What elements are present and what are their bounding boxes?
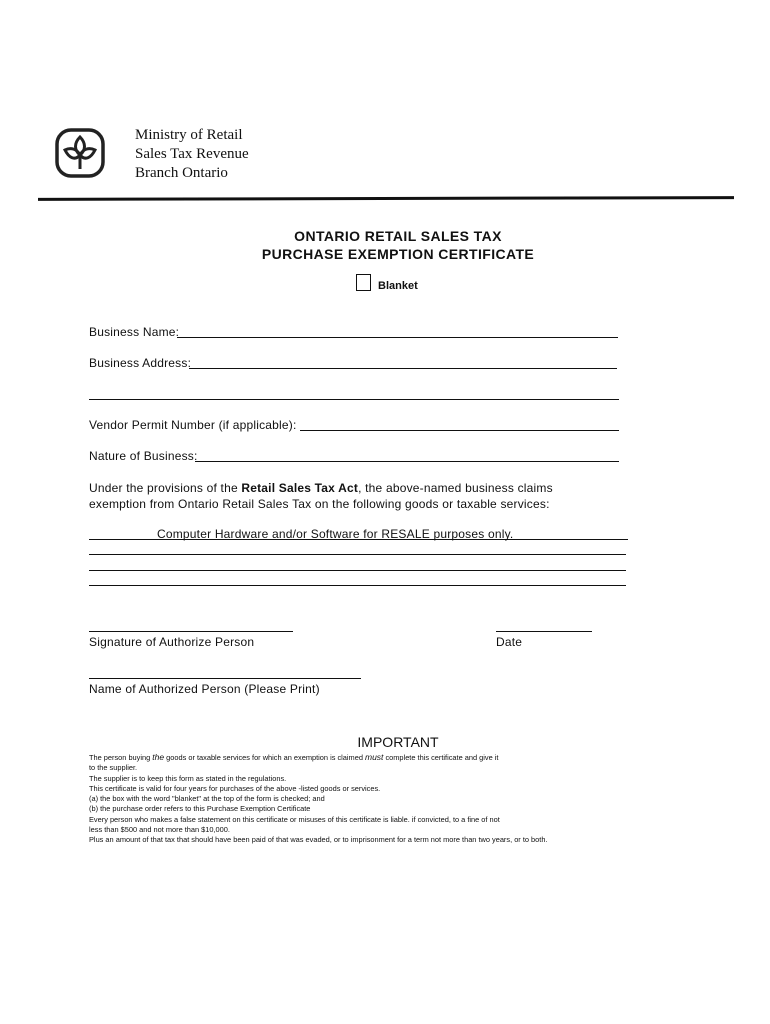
important-line-1-part-b: goods or taxable services for which an exemption is claimed: [164, 753, 365, 762]
business-address-field[interactable]: [189, 368, 617, 369]
provisions-text-after: , the above-named business claims: [358, 481, 553, 495]
business-address-line-2-field[interactable]: [89, 399, 619, 400]
printed-name-label: Name of Authorized Person (Please Print): [89, 682, 320, 696]
goods-value[interactable]: Computer Hardware and/or Software for RESALE purposes only.: [157, 527, 514, 541]
important-line-1-part-c: complete this certificate and give it: [383, 753, 499, 762]
important-line: less than $500 and not more than $10,000.: [89, 825, 230, 835]
ministry-line-2: Sales Tax Revenue: [135, 146, 249, 162]
trillium-logo-icon: [55, 128, 105, 178]
provisions-line-2: exemption from Ontario Retail Sales Tax on the following goods or taxable services:: [89, 497, 550, 511]
important-title: IMPORTANT: [357, 734, 439, 750]
goods-line-4[interactable]: [89, 585, 626, 586]
nature-of-business-field[interactable]: [195, 461, 619, 462]
goods-line-1[interactable]: [89, 539, 628, 540]
nature-of-business-label: Nature of Business:: [89, 449, 198, 463]
signature-label: Signature of Authorize Person: [89, 635, 255, 649]
important-line-1-part-a: The person buying: [89, 753, 153, 762]
ministry-line-1: Ministry of Retail: [135, 127, 243, 143]
blanket-checkbox[interactable]: [356, 274, 371, 291]
important-line: (b) the purchase order refers to this Purchase Exemption Certificate: [89, 804, 311, 814]
retail-sales-tax-act: Retail Sales Tax Act: [241, 481, 359, 495]
vendor-permit-field[interactable]: [300, 430, 619, 431]
important-line-1-must: must: [365, 752, 384, 762]
important-line: This certificate is valid for four years for purchases of the above -listed goods or services.: [89, 783, 381, 793]
important-line: The supplier is to keep this form as stated in the regulations.: [89, 773, 287, 783]
signature-field[interactable]: [89, 631, 293, 632]
date-field[interactable]: [496, 631, 592, 632]
vendor-permit-label: Vendor Permit Number (if applicable):: [89, 418, 297, 432]
business-name-label: Business Name:: [89, 325, 180, 339]
important-notice: [89, 752, 649, 846]
important-line: Plus an amount of that tax that should have been paid of that was evaded, or to imprisonment for a term not more than two years, or to both.: [89, 835, 548, 845]
goods-line-3[interactable]: [89, 570, 626, 571]
important-line: to the supplier.: [89, 763, 138, 773]
important-line: (a) the box with the word "blanket" at the top of the form is checked; and: [89, 794, 325, 804]
printed-name-field[interactable]: [89, 678, 361, 679]
goods-line-2[interactable]: [89, 554, 626, 555]
form-title-line-1: ONTARIO RETAIL SALES TAX: [294, 228, 502, 244]
date-label: Date: [496, 635, 523, 649]
provisions-text-before: Under the provisions of the: [89, 481, 242, 495]
important-line-1-the: the: [152, 752, 165, 762]
exemption-paragraph: [89, 480, 649, 512]
form-title-line-2: PURCHASE EXEMPTION CERTIFICATE: [261, 246, 535, 262]
blanket-label: Blanket: [378, 280, 418, 292]
important-line-1: [89, 752, 649, 763]
header-divider: [38, 196, 734, 201]
important-line: Every person who makes a false statement on this certificate or misuses of this certificate is liable. if convicted, to a fine of not: [89, 814, 500, 824]
ministry-line-3: Branch Ontario: [135, 165, 228, 181]
ministry-name: [135, 126, 249, 183]
business-address-label: Business Address:: [89, 356, 192, 370]
business-name-field[interactable]: [177, 337, 618, 338]
